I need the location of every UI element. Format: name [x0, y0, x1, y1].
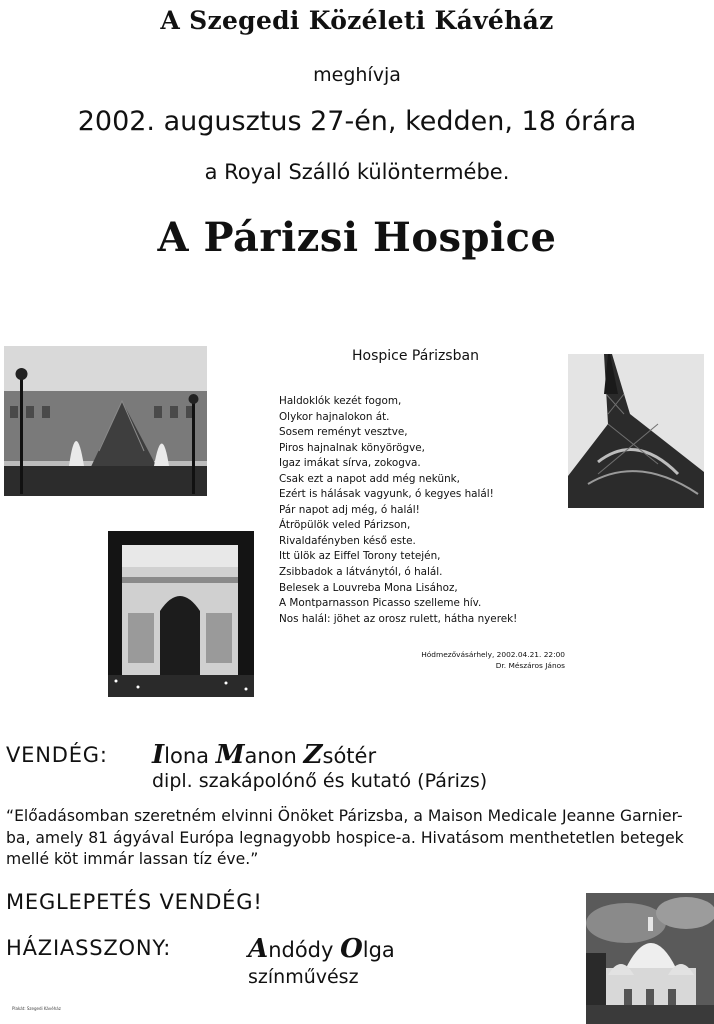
event-venue: a Royal Szálló különtermébe.	[204, 160, 510, 184]
guest-name-initial: M	[215, 740, 245, 770]
poem-line: Haldoklók kezét fogom,	[279, 395, 402, 407]
host-name-initial: A	[248, 934, 269, 964]
louvre-pyramid-photo	[4, 346, 207, 496]
poem-place-date: Hódmezővásárhely, 2002.04.21. 22:00	[421, 650, 565, 659]
poem-line: A Montparnasson Picasso szelleme hív.	[279, 597, 482, 610]
host-label: HÁZIASSZONY:	[6, 936, 172, 960]
guest-label: VENDÉG:	[6, 743, 108, 767]
poem-signature	[380, 650, 565, 671]
poem-body	[279, 394, 517, 627]
arc-de-triomphe-photo	[108, 531, 254, 697]
host-name-part: lga	[362, 938, 395, 962]
poem-line: Piros hajnalnak könyörögve,	[279, 441, 425, 454]
poem-line: Zsibbadok a látványtól, ó halál.	[279, 566, 443, 579]
poem-author: Dr. Mészáros János	[495, 660, 565, 670]
poem-line: Igaz imákat sírva, zokogva.	[279, 457, 421, 470]
poem-title: Hospice Párizsban	[352, 348, 479, 364]
guest-name-part: sótér	[322, 744, 377, 768]
guest-title: dipl. szakápolónő és kutató (Párizs)	[152, 770, 488, 792]
poem-line: Átröpülök veled Párizson,	[279, 519, 411, 532]
invites-text: meghívja	[313, 64, 401, 86]
host-name	[248, 934, 395, 964]
organizer-name: A Szegedi Közéleti Kávéház	[160, 6, 554, 35]
guest-name-part: lona	[164, 744, 216, 768]
host-name-initial: O	[340, 934, 363, 964]
poem-line: Olykor hajnalokon át.	[279, 410, 390, 423]
poem-line: Rivaldafényben késő este.	[279, 534, 416, 547]
guest-name-initial: Z	[303, 740, 323, 770]
guest-name-initial: I	[152, 740, 165, 770]
poem-line: Pár napot adj még, ó halál!	[279, 503, 420, 516]
guest-quote: “Előadásomban szeretném elvinni Önöket Párizsba, a Maison Medicale Jeanne Garnier-ba, amely 81 ágyával Európa legnagyobb hospice-a. Hivatásom menthetetlen betegek mellé köt immár lassan tíz éve.”	[6, 807, 684, 868]
event-title: A Párizsi Hospice	[157, 214, 557, 261]
host-name-part: ndódy	[268, 938, 341, 962]
sacre-coeur-photo	[586, 893, 714, 1024]
poem-line: Csak ezt a napot add még nekünk,	[279, 472, 460, 485]
guest-name-part: anon	[244, 744, 304, 768]
poem-line: Itt ülök az Eiffel Torony tetején,	[279, 550, 441, 563]
poem-line: Belesek a Louvreba Mona Lisához,	[279, 581, 458, 594]
surprise-guest: MEGLEPETÉS VENDÉG!	[6, 890, 263, 914]
eiffel-tower-photo	[568, 354, 704, 508]
guest-name	[152, 740, 376, 770]
host-role: színművész	[248, 966, 359, 988]
event-datetime: 2002. augusztus 27-én, kedden, 18 órára	[77, 106, 637, 137]
poem-line: Sosem reményt vesztve,	[279, 426, 408, 439]
poem-line: Ezért is hálásak vagyunk, ó kegyes halál!	[279, 488, 494, 501]
poem-line: Nos halál: jöhet az orosz rulett, hátha nyerek!	[279, 612, 518, 625]
footer-small-text: Plakát: Szegedi Kávéház	[12, 1006, 61, 1011]
